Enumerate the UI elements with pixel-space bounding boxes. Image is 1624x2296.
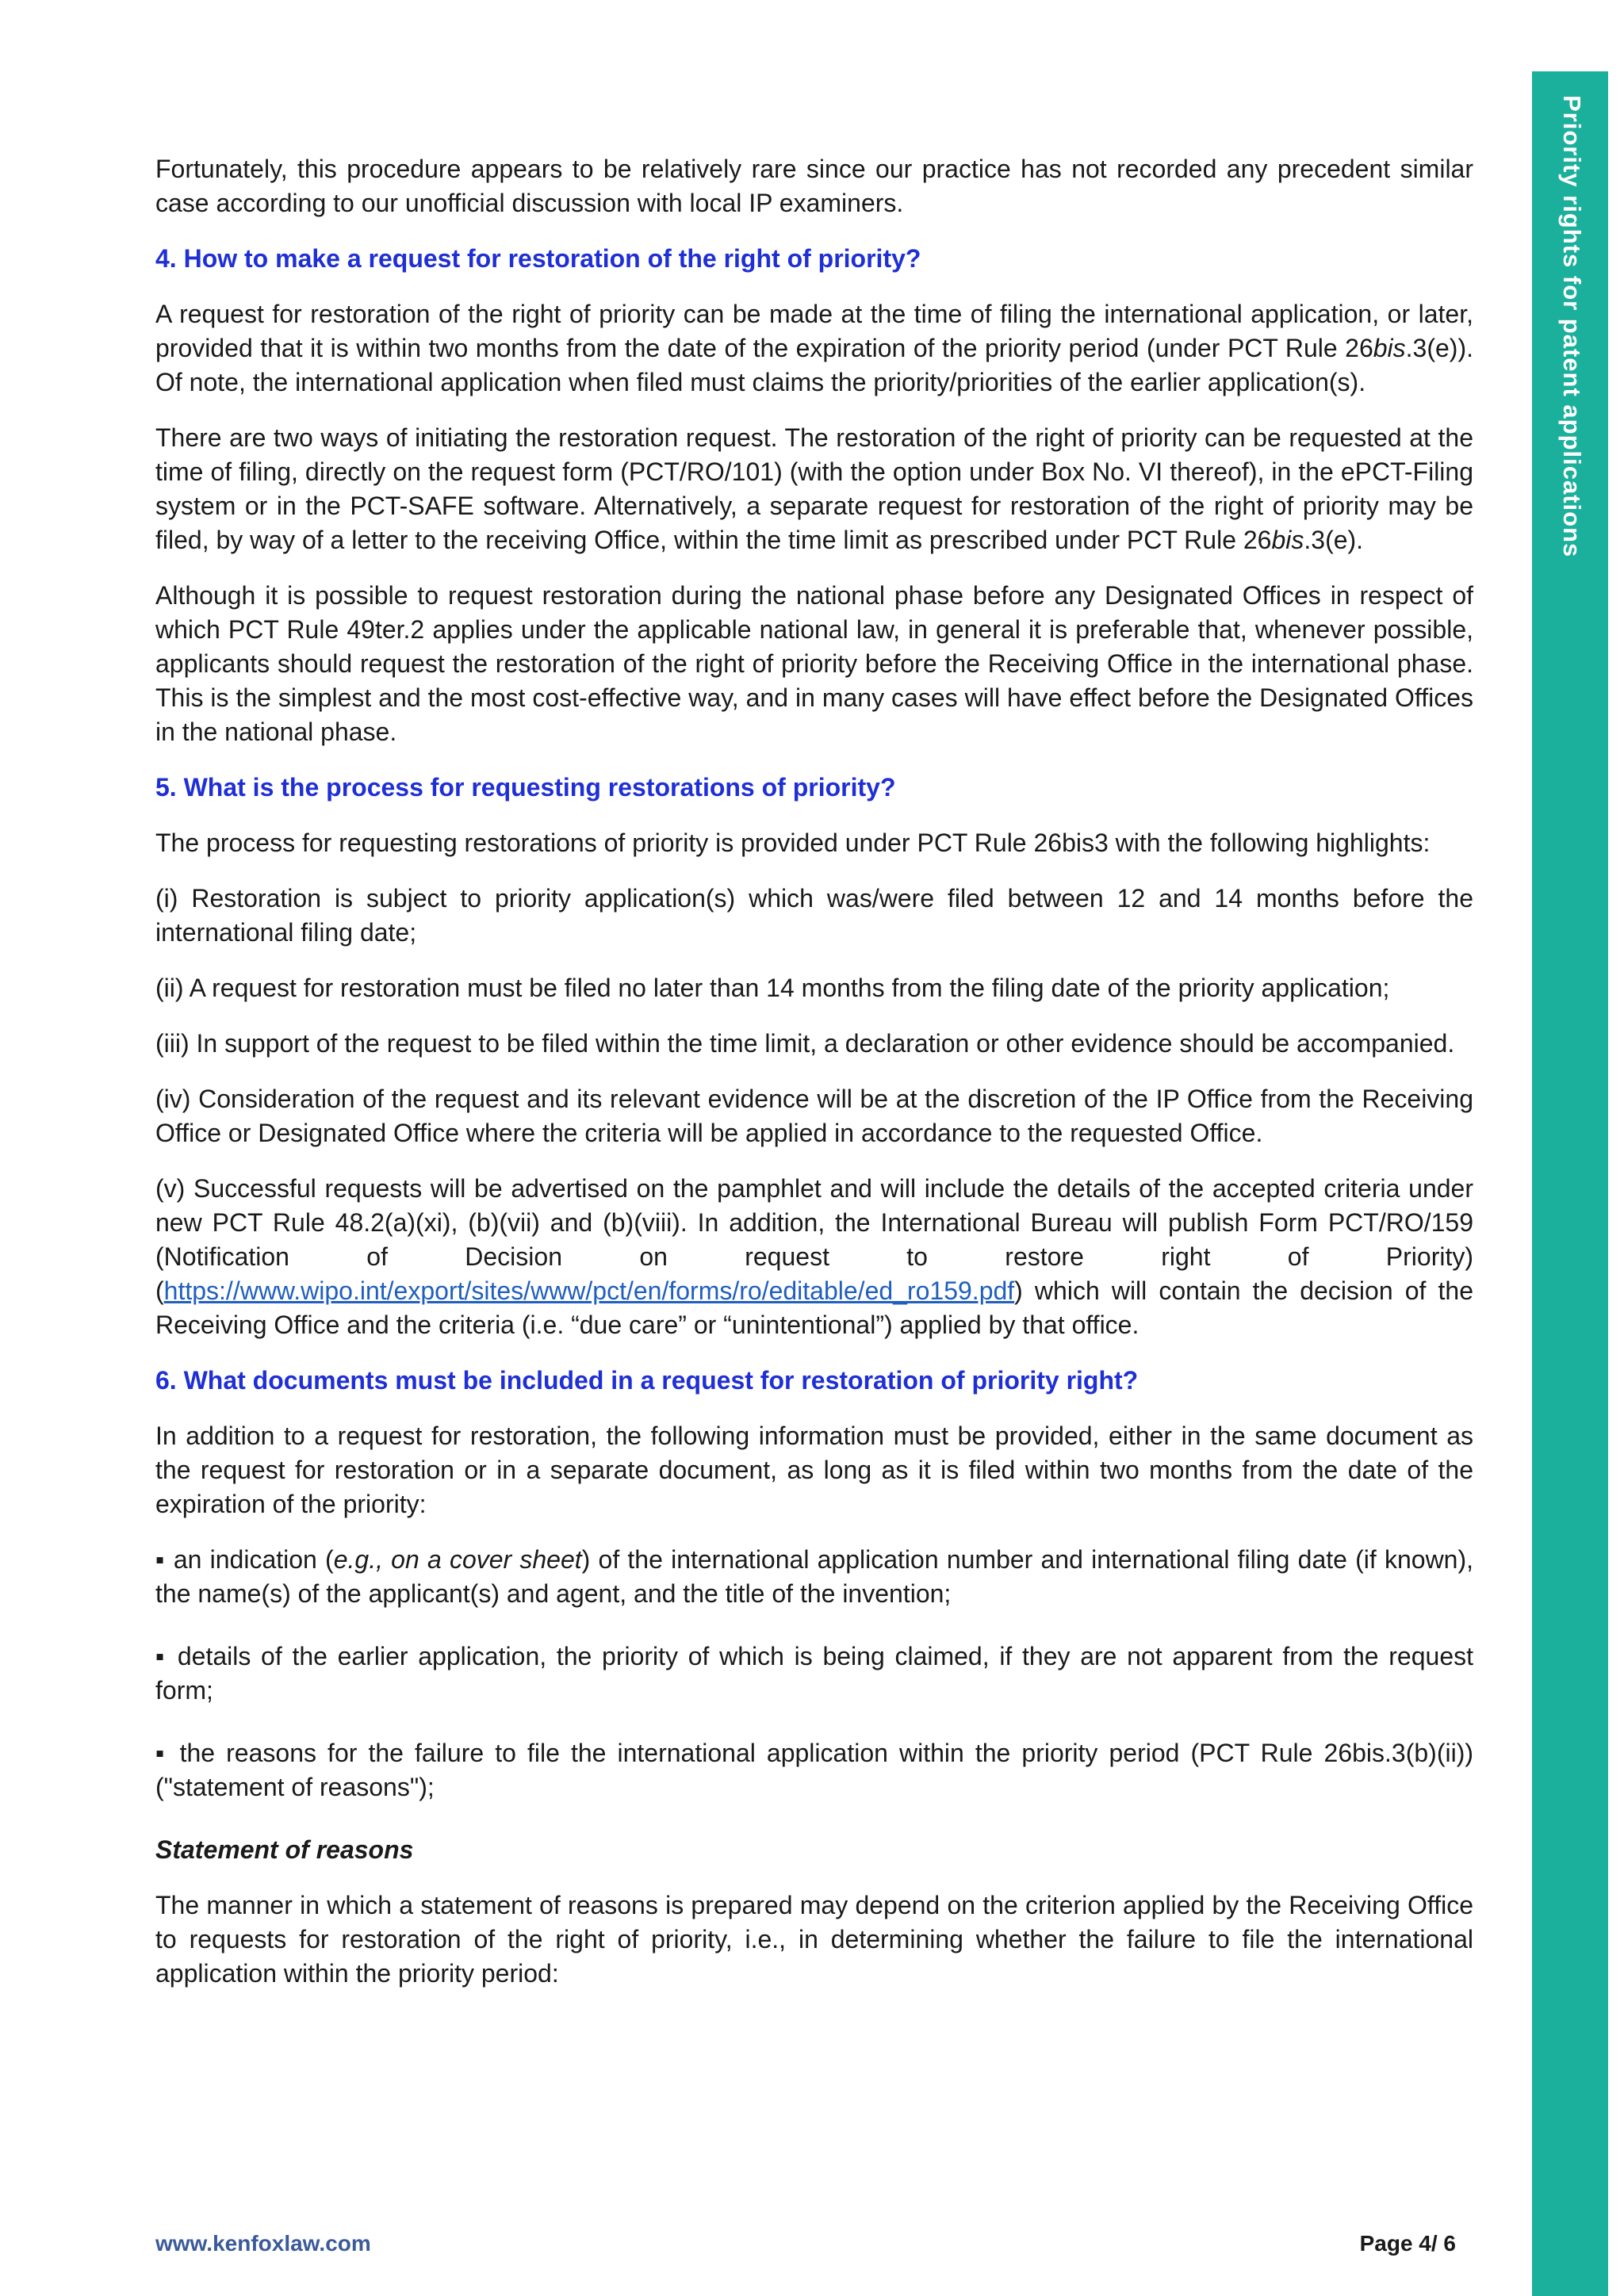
footer-page-number: Page 4/ 6 [1359,2231,1456,2256]
section-4-paragraph-2: There are two ways of initiating the restoration request. The restoration of the right of priority can be requested at the time of filing, directly on the request form (PCT/RO/101) (with the option under Box No. VI thereof), in the ePCT-Filing system or in the PCT-SAFE software. Alternatively, a separate request for restoration of the right of priority may be filed, by way of a letter to the receiving Office, within the time limit as prescribed under PCT Rule 26bis.3(e). [155,423,1473,554]
section-5-item-iv: (iv) Consideration of the request and its relevant evidence will be at the discretion of the IP Office from the Receiving Office or Designated Office where the criteria will be applied in accordance to the requested Office. [155,1085,1473,1147]
section-5-item-v: (v) Successful requests will be advertised on the pamphlet and will include the details of the accepted criteria under new PCT Rule 48.2(a)(xi), (b)(vii) and (b)(viii). In addition, the International Bureau will publish Form PCT/RO/159 (Notification of Decision on request to restore right of Priority) (https://www.wipo.int/export/sites/www/pct/en/forms/ro/editable/ed_ro159.pdf) which will contain the decision of the Receiving Office and the criteria (i.e. “due care” or “unintentional”) applied by that office. [155,1174,1473,1339]
bullet-item-reasons: ▪ the reasons for the failure to file the international application within the priority period (PCT Rule 26bis.3(b)(ii)) ("statement of reasons"); [155,1739,1474,1801]
section-4-heading: 4. How to make a request for restoration of the right of priority? [155,244,921,273]
bullet-marker: ▪ [155,1739,169,1767]
bullet-item-earlier-application: ▪ details of the earlier application, the priority of which is being claimed, if they are not apparent from the request form; [155,1642,1474,1705]
section-5-item-ii: (ii) A request for restoration must be filed no later than 14 months from the filing date of the priority application; [155,974,1390,1002]
bullet-item-indication: ▪ an indication (e.g., on a cover sheet) of the international application number and international filing date (if known), the name(s) of the applicant(s) and agent, and the title of the invention; [155,1545,1474,1608]
section-5-item-i: (i) Restoration is subject to priority application(s) which was/were filed between 12 and 14 months before the international filing date; [155,884,1473,947]
section-4-paragraph-3: Although it is possible to request restoration during the national phase before any Designated Offices in respect of which PCT Rule 49ter.2 applies under the applicable national law, in general it is preferable that, whenever possible, applicants should request the restoration of the right of priority before the Receiving Office in the international phase. This is the simplest and the most cost-effective way, and in many cases will have effect before the Designated Offices in the national phase. [155,581,1473,746]
section-5-paragraph-intro: The process for requesting restorations of priority is provided under PCT Rule 26bis3 with the following highlights: [155,828,1431,857]
section-6-heading: 6. What documents must be included in a request for restoration of priority right? [155,1366,1139,1395]
bullet-marker: ▪ [155,1642,168,1670]
final-paragraph: The manner in which a statement of reasons is prepared may depend on the criterion applied by the Receiving Office to requests for restoration of the right of priority, i.e., in determining whether the failure to file the international application within the priority period: [155,1891,1473,1988]
bullet-marker: ▪ [155,1545,166,1574]
section-5-heading: 5. What is the process for requesting restorations of priority? [155,773,896,802]
section-6-paragraph-intro: In addition to a request for restoration, the following information must be provided, either in the same document as the request for restoration or in a separate document, as long as it is filed within two months from the date of the expiration of the priority: [155,1422,1473,1518]
document-body [155,152,1473,2012]
intro-paragraph: Fortunately, this procedure appears to be relatively rare since our practice has not recorded any precedent similar case according to our unofficial discussion with local IP examiners. [155,155,1473,217]
form-ro159-link[interactable]: https://www.wipo.int/export/sites/www/pct/en/forms/ro/editable/ed_ro159.pdf [163,1276,1015,1305]
sidebar-label: Priority rights for patent applications [1558,95,1586,558]
section-4-paragraph-1: A request for restoration of the right of priority can be made at the time of filing the international application, or later, provided that it is within two months from the date of the expiration of the priority period (under PCT Rule 26bis.3(e)). Of note, the international application when filed must claims the priority/priorities of the earlier application(s). [155,300,1473,396]
section-5-item-iii: (iii) In support of the request to be filed within the time limit, a declaration or other evidence should be accompanied. [155,1029,1455,1058]
statement-of-reasons-heading: Statement of reasons [155,1835,414,1864]
footer-website[interactable]: www.kenfoxlaw.com [155,2231,371,2256]
sidebar-band [1532,71,1608,2296]
